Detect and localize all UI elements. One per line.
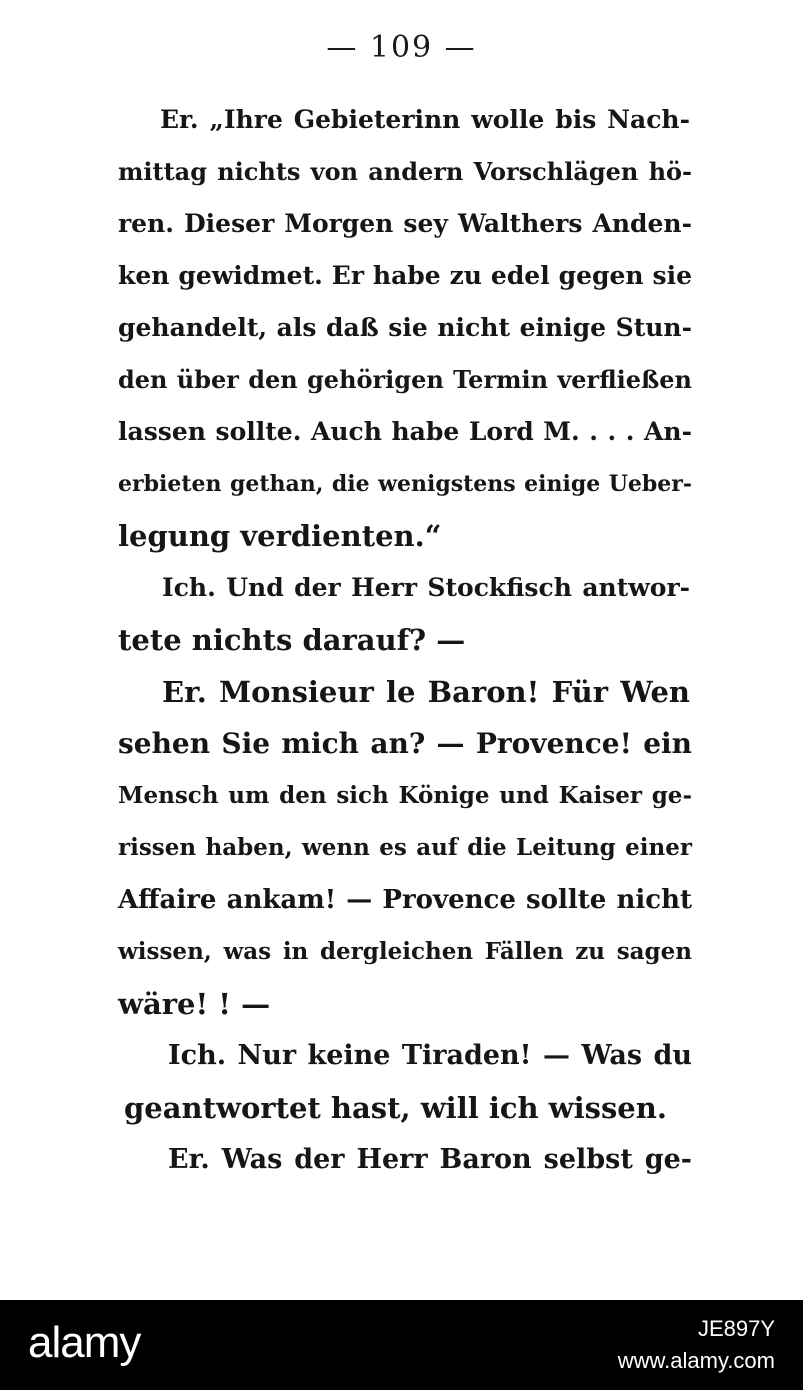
watermark-image-id: JE897Y [697,1316,775,1341]
text-line-14: Mensch um den sich Könige und Kaiser ge- [118,782,692,809]
text-line-7: lassen sollte. Auch habe Lord M. . . . An- [118,417,692,446]
text-line-4: ken gewidmet. Er habe zu edel gegen sie [118,261,692,290]
text-line-18: wäre! ! — [118,987,271,1021]
text-line-17: wissen, was in dergleichen Fällen zu sagen [118,938,692,965]
text-line-8: erbieten gethan, die wenigstens einige Ueber- [118,471,692,497]
text-line-13: sehen Sie mich an? — Provence! ein [118,727,692,760]
text-line-1: Er. „Ihre Gebieterinn wolle bis Nach- [160,105,690,134]
text-line-3: ren. Dieser Morgen sey Walthers Anden- [118,209,692,238]
text-line-6: den über den gehörigen Termin verfließen [118,365,692,394]
text-line-20: geantwortet hast, will ich wissen. [124,1091,667,1125]
text-line-9: legung verdienten.“ [118,519,442,553]
watermark-url: www.alamy.com [617,1348,775,1373]
text-line-15: rissen haben, wenn es auf die Leitung einer [118,834,692,861]
text-line-10: Ich. Und der Herr Stockfisch antwor- [162,573,690,602]
text-line-21: Er. Was der Herr Baron selbst ge- [168,1144,692,1175]
watermark-logo: alamy [28,1318,141,1367]
text-line-11: tete nichts darauf? — [118,623,466,657]
text-line-12: Er. Monsieur le Baron! Für Wen [162,675,690,709]
text-line-16: Affaire ankam! — Provence sollte nicht [118,885,692,915]
text-line-19: Ich. Nur keine Tiraden! — Was du [168,1040,692,1071]
page-number-header: — 109 — [326,30,477,65]
text-line-5: gehandelt, als daß sie nicht einige Stun- [118,313,692,342]
text-line-2: mittag nichts von andern Vorschlägen hö- [118,157,692,186]
